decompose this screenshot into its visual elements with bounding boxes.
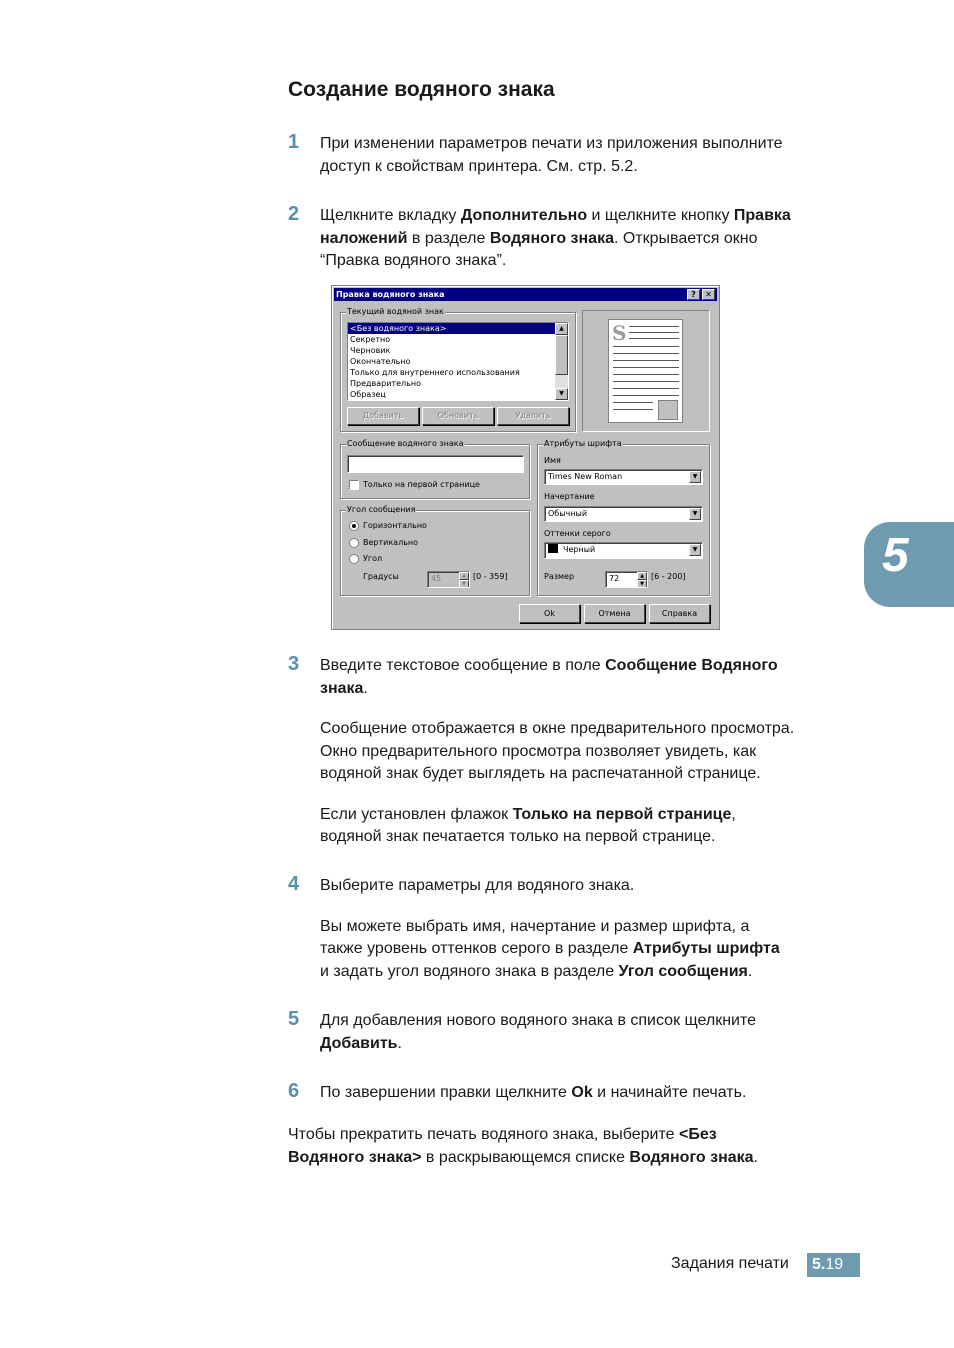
degrees-range: [0 - 359] (473, 572, 508, 581)
page-title: Создание водяного знака (288, 78, 555, 101)
step-text: По завершении правки щелкните Ok и начинайте печать. (320, 1084, 747, 1101)
chevron-down-icon[interactable]: ▼ (689, 544, 701, 556)
step-text: Для добавления нового водяного знака в список щелкните Добавить. (320, 1012, 757, 1052)
list-item[interactable]: Только для внутреннего использования (350, 368, 520, 377)
horizontal-radio[interactable] (349, 521, 359, 531)
closing-paragraph: Чтобы прекратить печать водяного знака, выберите <Без Водяного знака> в раскрывающемся списке Водяного знака. (288, 1126, 758, 1166)
grayscale-label: Оттенки серого (544, 529, 611, 538)
font-style-label: Начертание (544, 492, 595, 501)
first-page-only-checkbox[interactable] (349, 480, 359, 490)
list-item[interactable]: Окончательно (350, 357, 411, 366)
ok-button[interactable]: Ok (519, 604, 580, 623)
close-icon[interactable]: ✕ (702, 289, 715, 300)
step-number: 6 (288, 1080, 300, 1102)
font-style-select[interactable]: Обычный ▼ (544, 506, 703, 522)
watermark-message-input[interactable] (347, 455, 524, 473)
step-paragraph: Вы можете выбрать имя, начертание и размер шрифта, а также уровень оттенков серого в разделе Атрибуты шрифта и задать угол водяного знака в разделе Угол сообщения. (320, 917, 780, 980)
dialog-titlebar: Правка водяного знака ? ✕ (334, 288, 717, 301)
watermark-preview (582, 310, 710, 432)
step-1 (288, 133, 858, 178)
angle-group: Угол сообщения Горизонтально Вертикально Угол Градусы 45 ▲ ▼ [0 - 359] (340, 510, 530, 596)
font-name-label: Имя (544, 456, 561, 465)
step-number: 1 (288, 131, 300, 153)
grayscale-select[interactable]: Черный ▼ (544, 542, 703, 559)
footer-section-label: Задания печати (671, 1255, 789, 1272)
step-text: Введите текстовое сообщение в поле Сообщение Водяного знака. (320, 657, 778, 697)
size-spinner[interactable]: ▲ ▼ (637, 572, 647, 588)
step-number: 5 (288, 1008, 300, 1030)
color-swatch (548, 544, 558, 553)
scroll-thumb[interactable] (555, 335, 568, 375)
step-4 (288, 875, 858, 983)
delete-button[interactable]: Удалить (497, 407, 569, 425)
first-page-only-label: Только на первой странице (363, 480, 480, 489)
add-button[interactable]: Добавить (347, 407, 419, 425)
list-item[interactable]: <Без водяного знака> (348, 323, 568, 334)
step-number: 4 (288, 873, 300, 895)
update-button[interactable]: Обновить (422, 407, 494, 425)
step-5 (288, 1010, 858, 1055)
step-text: Выберите параметры для водяного знака. (320, 877, 635, 894)
list-item[interactable]: Образец (350, 390, 386, 399)
list-item[interactable]: Предварительно (350, 379, 421, 388)
step-paragraph: Если установлен флажок Только на первой странице, водяной знак печатается только на первой странице. (320, 805, 736, 845)
step-6 (288, 1082, 858, 1105)
horizontal-label: Горизонтально (363, 521, 427, 530)
chevron-down-icon[interactable]: ▼ (689, 508, 701, 520)
angle-radio[interactable] (349, 554, 359, 564)
degrees-input[interactable]: 45 ▲ ▼ (427, 571, 470, 588)
page-number: 5.19 (807, 1253, 860, 1277)
step-3 (288, 655, 858, 849)
degrees-label: Градусы (363, 572, 399, 581)
list-item[interactable]: Секретно (350, 335, 391, 344)
help-icon[interactable]: ? (687, 289, 700, 300)
help-button[interactable]: Справка (649, 604, 710, 623)
preview-watermark-letter: S (612, 321, 627, 345)
list-item[interactable]: Черновик (350, 346, 391, 355)
scroll-up-icon[interactable]: ▲ (555, 323, 568, 335)
list-scrollbar[interactable] (555, 323, 568, 400)
preview-image-icon (658, 400, 678, 420)
chapter-tab: 5 (864, 522, 954, 607)
vertical-radio[interactable] (349, 538, 359, 548)
step-paragraph: Сообщение отображается в окне предварительного просмотра. Окно предварительного просмотра позволяет увидеть, как водяной знак будет выглядеть на распечатанной странице. (320, 720, 795, 782)
watermark-dialog (331, 285, 720, 630)
font-attributes-group: Атрибуты шрифта Имя Times New Roman ▼ Начертание Обычный ▼ Оттенки серого Черный ▼ Размер 72 ▲ ▼ [6 - 200] (537, 444, 710, 596)
message-group: Сообщение водяного знака Только на первой странице (340, 444, 530, 499)
step-text: При изменении параметров печати из приложения выполните доступ к свойствам принтера. См. стр. 5.2. (320, 135, 783, 175)
step-number: 3 (288, 653, 300, 675)
size-range: [6 - 200] (651, 572, 686, 581)
preview-page (608, 319, 683, 423)
step-number: 2 (288, 203, 300, 225)
current-watermark-group: Текущий водяной знак <Без водяного знака> Секретно Черновик Окончательно Только для внутреннего использования Предварительно Образец ▲ ▼ Добавить Обновить Удалить (340, 312, 576, 432)
angle-label: Угол (363, 554, 383, 563)
step-text: Щелкните вкладку Дополнительно и щелкните кнопку Правка наложений в разделе Водяного знака. Открывается окно “Правка водяного знака”. (320, 207, 791, 269)
cancel-button[interactable]: Отмена (584, 604, 645, 623)
scroll-down-icon[interactable]: ▼ (555, 388, 568, 400)
watermark-list[interactable] (347, 322, 569, 401)
chevron-down-icon[interactable]: ▼ (689, 471, 701, 483)
size-label: Размер (544, 572, 575, 581)
vertical-label: Вертикально (363, 538, 419, 547)
degrees-spinner[interactable]: ▲ ▼ (459, 572, 469, 588)
step-2 (288, 205, 858, 273)
size-input[interactable]: 72 ▲ ▼ (605, 571, 648, 588)
font-name-select[interactable]: Times New Roman ▼ (544, 469, 703, 485)
